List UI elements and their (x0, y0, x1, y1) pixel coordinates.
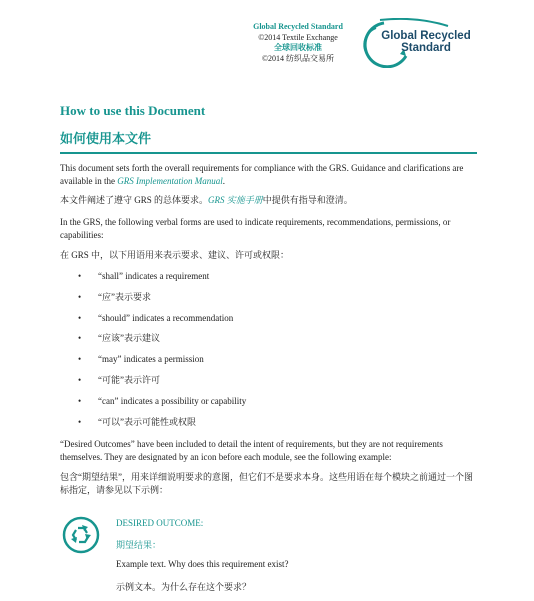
example-text-en: Example text. Why does this requirement exist? (116, 559, 289, 569)
header-block (228, 22, 368, 64)
paragraph-verbal-forms-en: In the GRS, the following verbal forms are used to indicate requirements, recommendations, permissions, or capabilities: (60, 217, 451, 240)
header-copyright-zh: ©2014 纺织品交易所 (261, 53, 335, 63)
list-item-text: “应”表示要求 (98, 291, 151, 302)
paragraph-intro-en (60, 162, 478, 188)
recycle-icon (62, 516, 100, 554)
desired-outcome-label-en: DESIRED OUTCOME: (116, 518, 204, 528)
logo-line-2: Standard (401, 42, 451, 54)
bullet-glyph: • (78, 374, 82, 385)
list-item-text: “should” indicates a recommendation (98, 312, 234, 323)
bullet-glyph: • (78, 291, 82, 302)
header-title-zh: 全球回收标准 (274, 43, 322, 52)
list-item-text: “shall” indicates a requirement (98, 271, 210, 281)
list-item-text: “may” indicates a permission (98, 354, 204, 365)
desired-outcome-icon (62, 516, 100, 554)
example-text-zh: 示例文本。为什么存在这个要求？ (116, 582, 252, 592)
bullet-glyph: • (78, 395, 82, 406)
paragraph-verbal-forms-zh: 在 GRS 中，以下用语用来表示要求、建议、许可或权限： (60, 250, 290, 260)
paragraph-desired-outcomes-en: “Desired Outcomes” have been included to detail the intent of requirements, but they are not requirements themselves. They are designated by an icon before each module, see the following example: (60, 439, 443, 462)
paragraph-intro-en-end: . (222, 176, 225, 186)
list-item-text: “可以”表示可能性或权限 (98, 416, 196, 427)
bullet-glyph: • (78, 416, 82, 427)
desired-outcome-label-zh: 期望结果： (116, 540, 162, 550)
header-title-en: Global Recycled Standard (253, 22, 343, 31)
paragraph-intro-en-text: This document sets forth the overall requirements for compliance with the GRS. Guidance and clarifications are available in the (60, 163, 464, 186)
list-item-text: “can” indicates a possibility or capability (98, 395, 247, 406)
implementation-manual-link[interactable]: GRS Implementation Manual (117, 176, 223, 186)
bullet-glyph: • (78, 354, 82, 365)
header-copyright-en: ©2014 Textile Exchange (258, 32, 338, 42)
bullet-glyph: • (78, 271, 82, 281)
title-divider (60, 152, 477, 154)
list-item-text: “可能”表示许可 (98, 374, 160, 385)
verbal-forms-list (78, 270, 458, 436)
page-title-zh: 如何使用本文件 (60, 131, 152, 146)
list-item (78, 395, 458, 416)
list-item-text: “应该”表示建议 (98, 333, 160, 344)
list-item (78, 312, 458, 333)
paragraph-intro-zh-text: 本文件阐述了遵守 GRS 的总体要求。 (60, 195, 209, 205)
paragraph-intro-zh (60, 194, 478, 207)
logo-text (376, 30, 476, 54)
paragraph-intro-zh-end: 中提供有指导和澄清。 (262, 195, 353, 205)
list-item (78, 353, 458, 374)
logo-line-1: Global Recycled (381, 30, 471, 42)
bullet-glyph: • (78, 312, 82, 323)
page-title-en: How to use this Document (60, 103, 206, 118)
paragraph-desired-outcomes-zh: 包含“期望结果”，用来详细说明要求的意图，但它们不是要求本身。这些用语在每个模块之前通过一个图标指定，请参见以下示例： (60, 472, 473, 495)
list-item (78, 332, 458, 353)
list-item (78, 291, 458, 312)
list-item (78, 270, 458, 291)
implementation-manual-link-zh[interactable]: GRS 实施手册 (208, 195, 263, 205)
list-item (78, 374, 458, 395)
grs-logo (356, 18, 474, 68)
list-item (78, 416, 458, 437)
bullet-glyph: • (78, 333, 82, 344)
